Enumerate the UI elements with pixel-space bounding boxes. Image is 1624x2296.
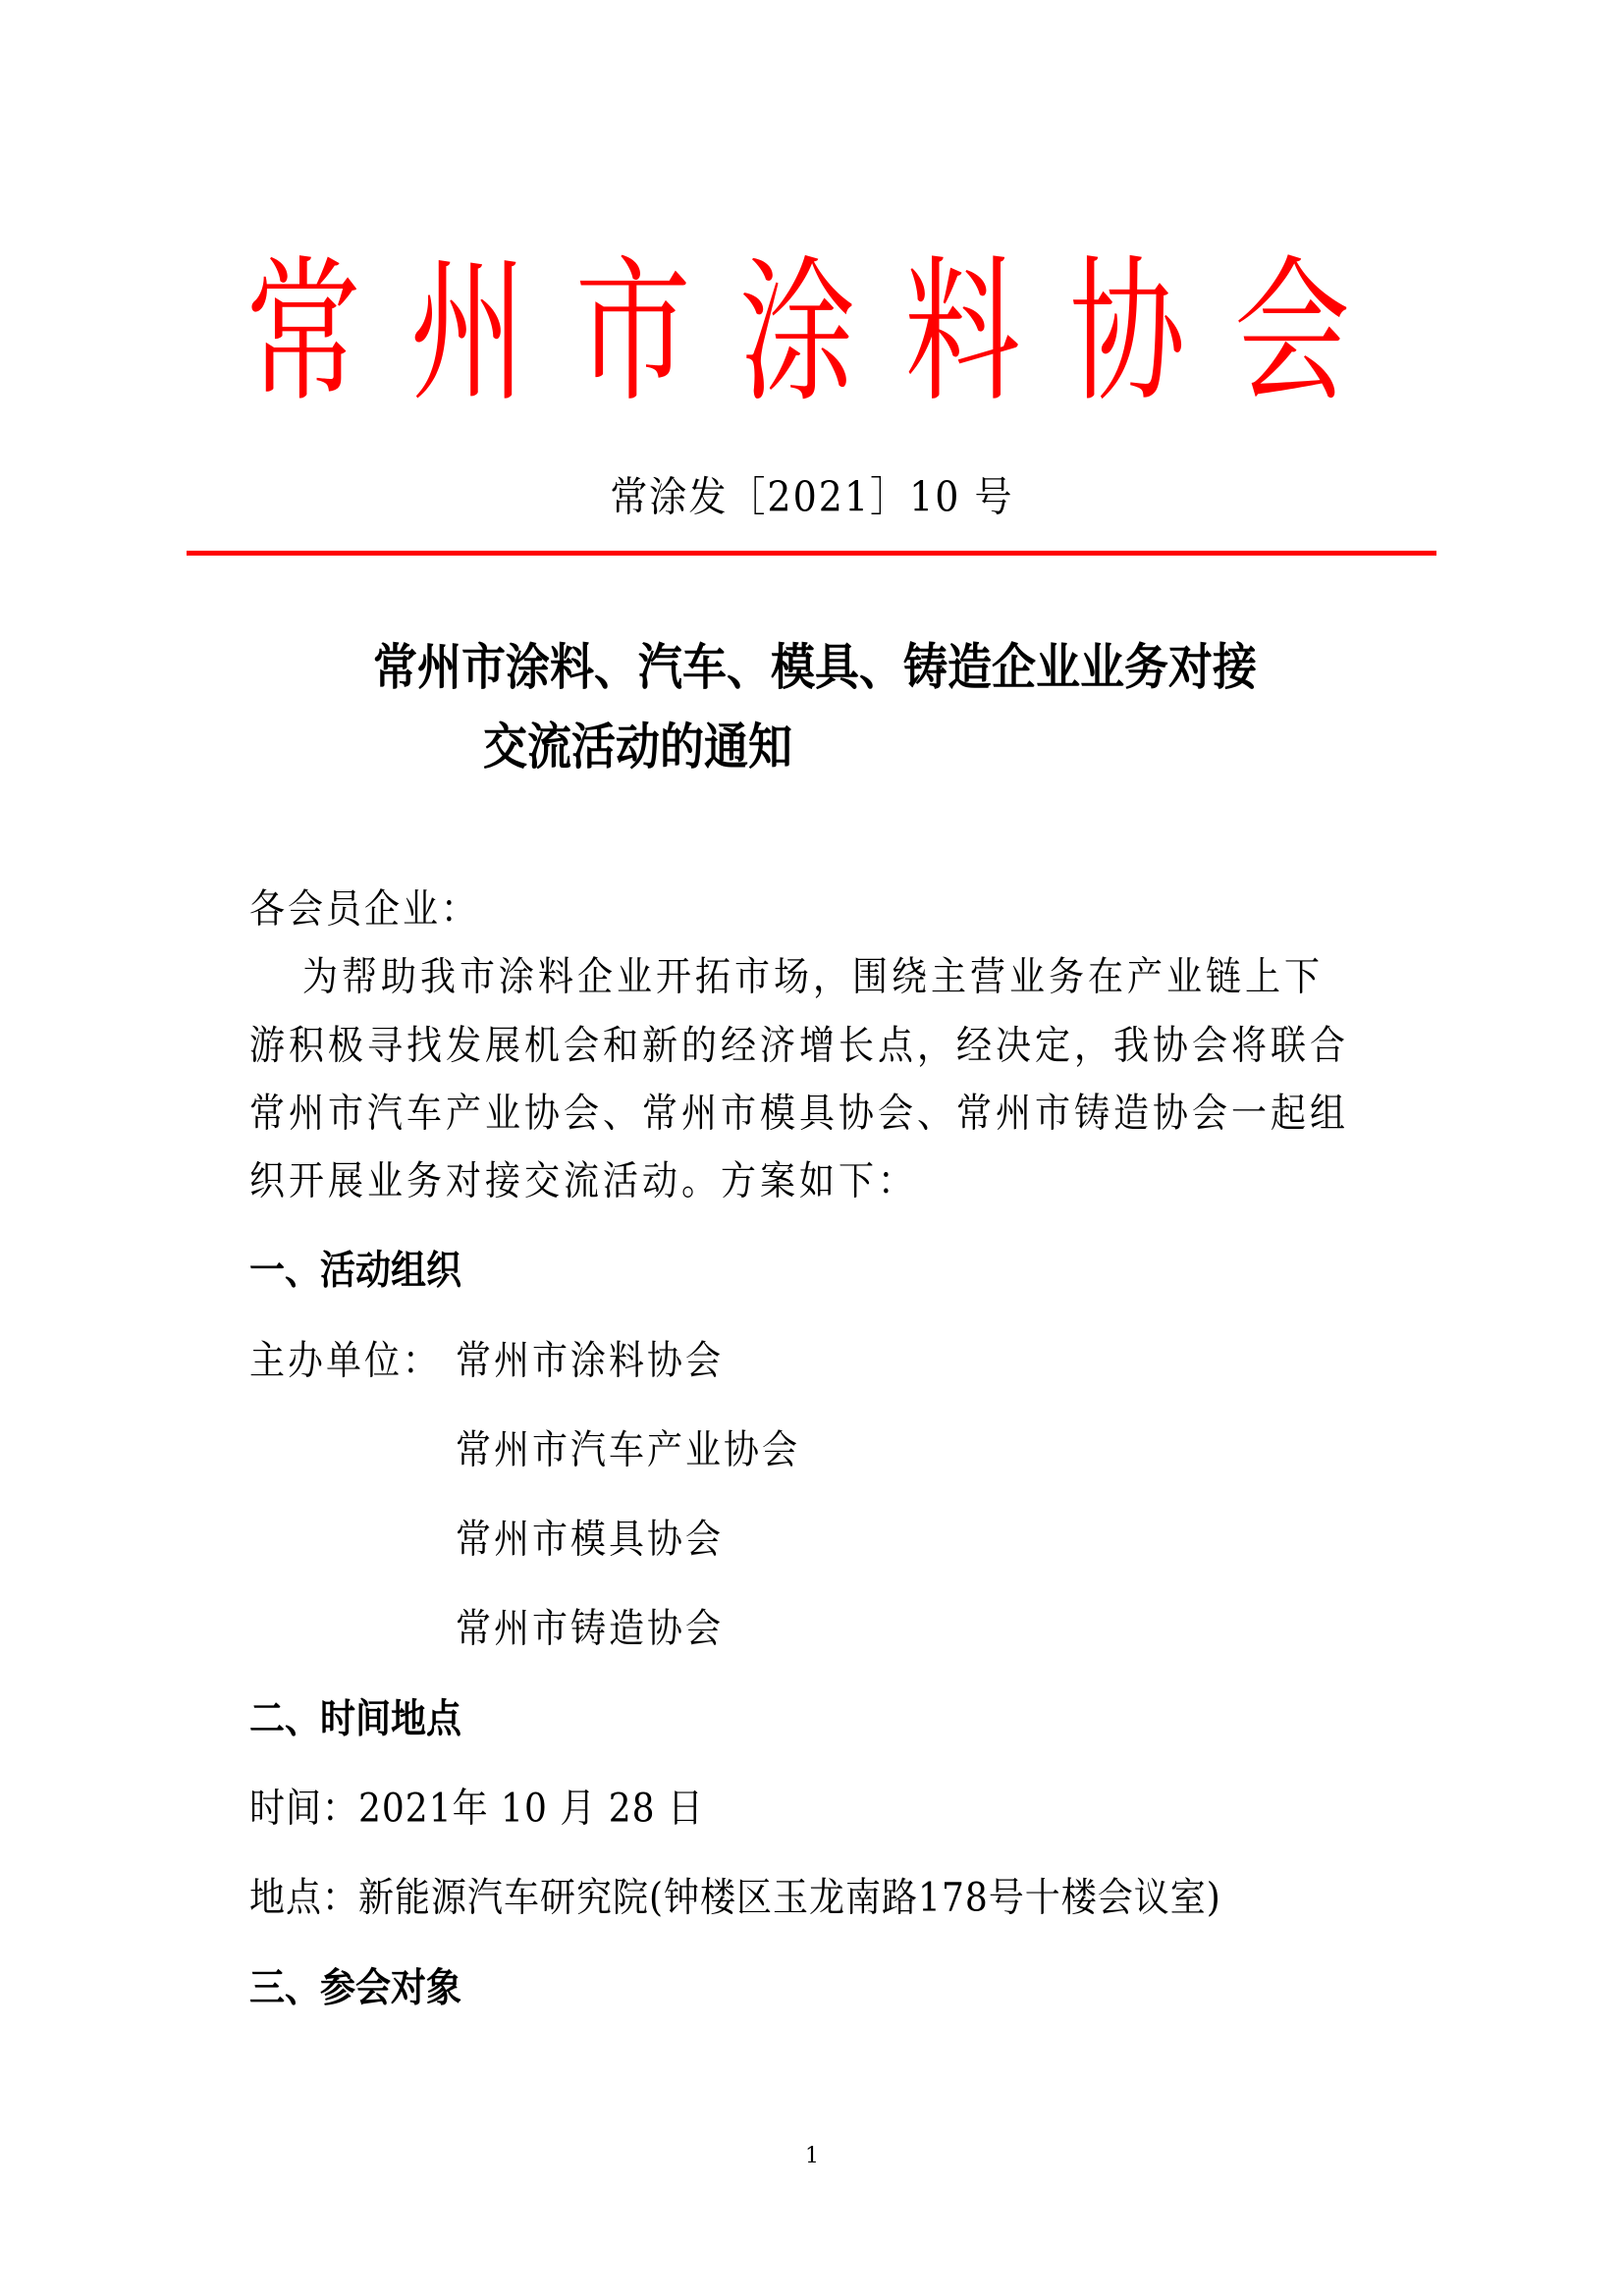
masthead-char: 协 xyxy=(1069,240,1186,424)
masthead-char: 州 xyxy=(409,240,526,424)
event-place: 地点：新能源汽车研究院(钟楼区玉龙南路178号十楼会议室) xyxy=(249,1875,1221,1921)
masthead-char: 市 xyxy=(574,240,691,424)
intro-paragraph-line: 为帮助我市涂料企业开拓市场，围绕主营业务在产业链上下 xyxy=(302,954,1325,1000)
masthead-char: 常 xyxy=(245,240,362,424)
masthead-title xyxy=(245,240,1350,424)
page-number: 1 xyxy=(805,2144,819,2168)
intro-paragraph-line: 常州市汽车产业协会、常州市模具协会、常州市铸造协会一起组 xyxy=(249,1091,1350,1137)
organizer-item: 常州市涂料协会 xyxy=(456,1338,725,1384)
intro-paragraph-line: 游积极寻找发展机会和新的经济增长点，经决定，我协会将联合 xyxy=(249,1023,1350,1069)
section-heading-activity-organization: 一、活动组织 xyxy=(249,1248,462,1294)
organizer-item: 常州市汽车产业协会 xyxy=(456,1427,801,1473)
salutation: 各会员企业： xyxy=(249,886,480,933)
red-divider-rule xyxy=(187,551,1436,556)
masthead-char: 料 xyxy=(904,240,1021,424)
organizer-item: 常州市铸造协会 xyxy=(456,1606,725,1652)
section-heading-time-place: 二、时间地点 xyxy=(249,1696,462,1742)
document-title-line-2: 交流活动的通知 xyxy=(483,717,793,776)
section-heading-participants: 三、参会对象 xyxy=(249,1965,462,2011)
event-time: 时间：2021年 10 月 28 日 xyxy=(249,1786,705,1832)
masthead-char: 会 xyxy=(1233,240,1350,424)
masthead-char: 涂 xyxy=(739,240,856,424)
intro-paragraph-line: 织开展业务对接交流活动。方案如下： xyxy=(249,1158,918,1204)
document-title-line-1: 常州市涂料、汽车、模具、铸造企业业务对接 xyxy=(373,637,1258,697)
organizers-label: 主办单位： xyxy=(249,1338,442,1384)
organizer-item: 常州市模具协会 xyxy=(456,1517,725,1563)
document-number: 常涂发［2021］10 号 xyxy=(610,472,1014,521)
